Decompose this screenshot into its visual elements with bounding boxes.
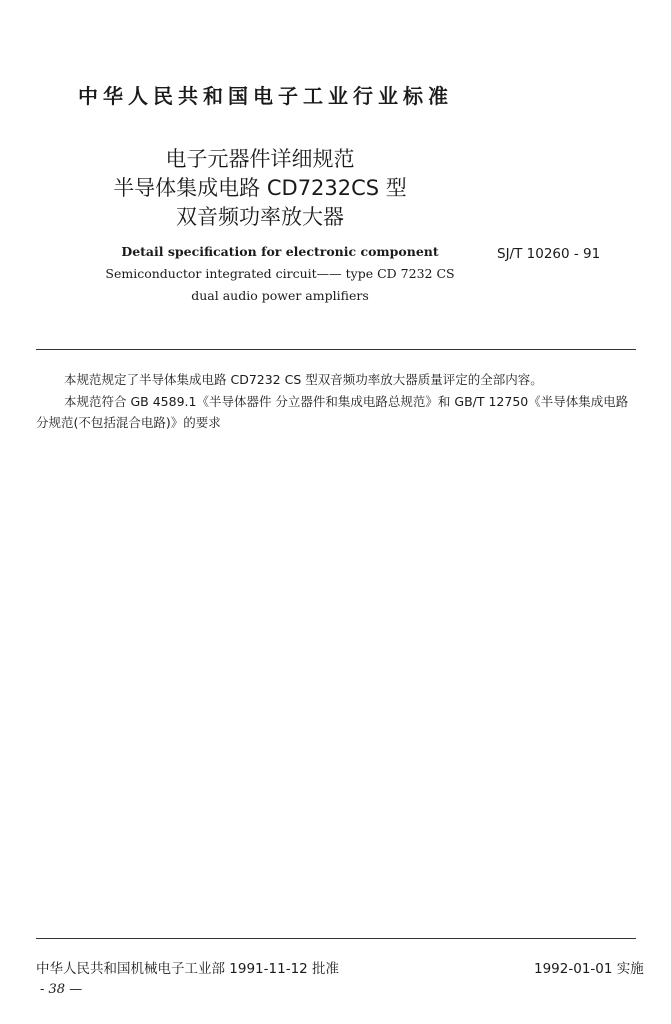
title-cn-line2: 半导体集成电路 CD7232CS 型 xyxy=(113,176,407,200)
title-cn-line1: 电子元器件详细规范 xyxy=(165,147,355,171)
title-en-line1: Detail specification for electronic component xyxy=(121,244,439,259)
page-number: - 38 — xyxy=(40,982,83,997)
issuer-header: 中华人民共和国电子工业行业标准 xyxy=(78,84,453,108)
top-divider xyxy=(36,349,636,350)
approval-note: 中华人民共和国机械电子工业部 1991-11-12 批准 xyxy=(36,961,340,977)
implementation-date: 1992-01-01 实施 xyxy=(534,961,644,977)
body-paragraph-2: 本规范符合 GB 4589.1《半导体器件 分立器件和集成电路总规范》和 GB/T 12750《半导体集成电路分规范(不包括混合电路)》的要求 xyxy=(36,394,629,430)
bottom-divider xyxy=(36,938,636,939)
title-en-line3: dual audio power amplifiers xyxy=(191,288,369,303)
body-paragraph-1: 本规范规定了半导体集成电路 CD7232 CS 型双音频功率放大器质量评定的全部内容。 xyxy=(64,372,543,387)
title-en-line2: Semiconductor integrated circuit—— type CD 7232 CS xyxy=(105,266,455,281)
title-cn-line3: 双音频功率放大器 xyxy=(176,205,344,229)
standard-number: SJ/T 10260 - 91 xyxy=(497,246,601,262)
